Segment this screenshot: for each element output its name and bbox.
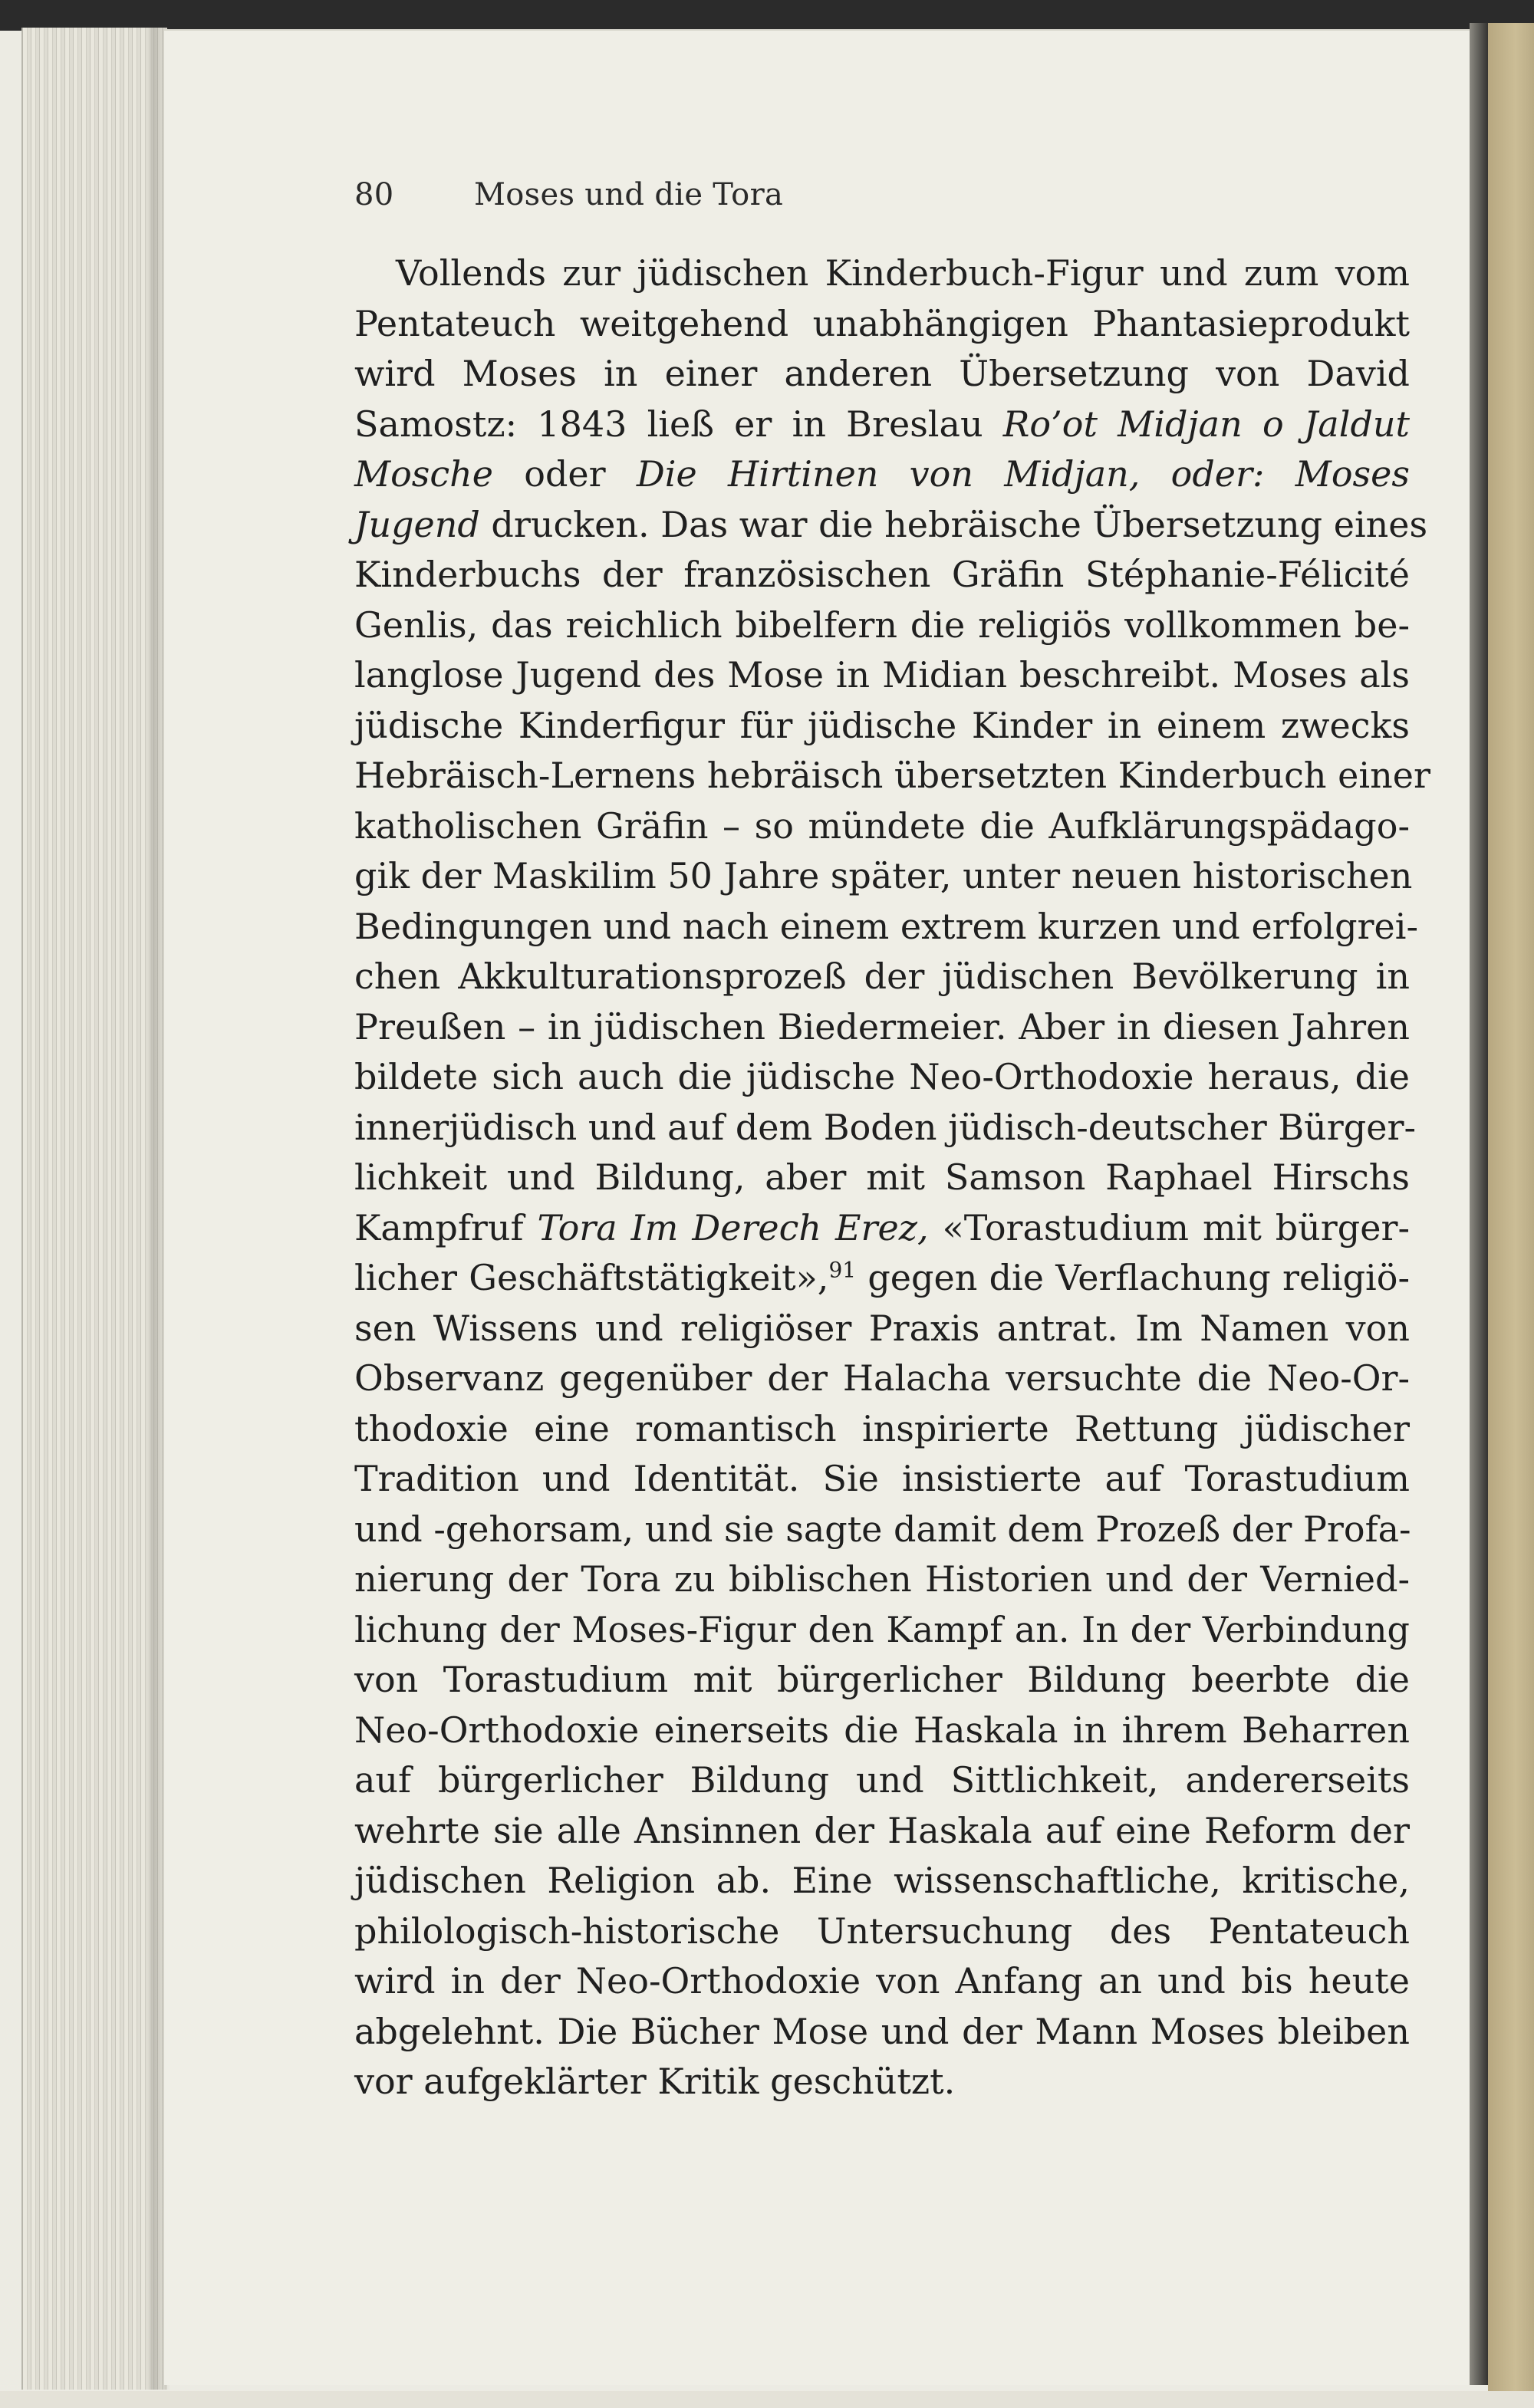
text-line: wehrte sie alle Ansinnen der Haskala auf eine Reform der	[354, 1809, 1410, 1851]
text-line: langlose Jugend des Mose in Midian beschreibt. Moses als	[354, 654, 1410, 696]
text-line: abgelehnt. Die Bücher Mose und der Mann Moses bleiben	[354, 2010, 1410, 2052]
scan-top-border	[0, 0, 1534, 31]
scan-bottom-border	[0, 2391, 1534, 2408]
facing-page-sliver	[1488, 23, 1534, 2408]
book-title-italic: Die Hirtinen von Midjan, oder: Moses	[636, 453, 1410, 495]
text-line: Bedingungen und nach einem extrem kurzen und erfolgrei-	[354, 905, 1419, 947]
text-line: vor aufgeklärter Kritik geschützt.	[354, 2061, 956, 2102]
text-line: Pentateuch weitgehend unabhängigen Phantasieprodukt	[354, 302, 1410, 344]
text-line: thodoxie eine romantisch inspirierte Rettung jüdischer	[354, 1407, 1410, 1449]
text-line: jüdische Kinderfigur für jüdische Kinder in einem zwecks	[354, 704, 1410, 746]
running-head	[354, 177, 783, 212]
text-line: Tradition und Identität. Sie insistierte auf Torastudium	[354, 1458, 1410, 1499]
text-line: auf bürgerlicher Bildung und Sittlichkeit, andererseits	[354, 1759, 1410, 1801]
book-title-italic: Tora Im Derech Erez,	[537, 1206, 929, 1248]
text-line: gik der Maskilim 50 Jahre später, unter neuen historischen	[354, 855, 1413, 896]
footnote-marker[interactable]: 91	[828, 1257, 857, 1283]
text-line: bildete sich auch die jüdische Neo-Orthodoxie heraus, die	[354, 1056, 1410, 1097]
body-paragraph	[354, 248, 1430, 2107]
text-line: Observanz gegenüber der Halacha versuchte die Neo-Or-	[354, 1357, 1410, 1399]
text-line: nierung der Tora zu biblischen Historien und der Vernied-	[354, 1558, 1410, 1600]
text-line: Vollends zur jüdischen Kinderbuch-Figur und zum vom	[396, 252, 1410, 294]
text-line: Kampfruf Tora Im Derech Erez, «Torastudium mit bürger-	[354, 1206, 1411, 1248]
text-line: wird Moses in einer anderen Übersetzung von David	[354, 353, 1410, 394]
text-line: und -gehorsam, und sie sagte damit dem Prozeß der Profa-	[354, 1508, 1411, 1550]
text-line: chen Akkulturationsprozeß der jüdischen Bevölkerung in	[354, 956, 1410, 997]
text-line: innerjüdisch und auf dem Boden jüdisch-deutscher Bürger-	[354, 1106, 1416, 1148]
book-gutter	[1470, 23, 1490, 2385]
book-title-italic: Jugend	[354, 503, 480, 545]
page-number: 80	[354, 177, 394, 212]
text-line: Kinderbuchs der französischen Gräfin Stéphanie-Félicité	[354, 554, 1410, 595]
running-title: Moses und die Tora	[474, 177, 784, 212]
stacked-page-edges	[21, 28, 167, 2390]
book-title-italic: Ro’ot Midjan o Jaldut	[1002, 403, 1410, 445]
text-line: Mosche oder Die Hirtinen von Midjan, oder: Moses	[354, 453, 1410, 495]
text-line: Preußen – in jüdischen Biedermeier. Aber in diesen Jahren	[354, 1005, 1410, 1048]
text-line: lichung der Moses-Figur den Kampf an. In der Verbindung	[354, 1608, 1410, 1650]
text-line: sen Wissens und religiöser Praxis antrat. Im Namen von	[354, 1307, 1410, 1349]
text-line: wird in der Neo-Orthodoxie von Anfang an und bis heute	[354, 1960, 1410, 2002]
text-line: Neo-Orthodoxie einerseits die Haskala in ihrem Beharren	[354, 1709, 1410, 1751]
text-line: philologisch-historische Untersuchung des Pentateuch	[354, 1910, 1410, 1952]
text-line: Genlis, das reichlich bibelfern die religiös vollkommen be-	[354, 604, 1410, 646]
text-line: katholischen Gräfin – so mündete die Aufklärungspädago-	[354, 804, 1410, 847]
text-line: Samostz: 1843 ließ er in Breslau Ro’ot Midjan o Jaldut	[354, 403, 1410, 445]
text-line: licher Geschäftstätigkeit»,$^{91}$ gegen die Verflachung religiö-	[354, 1257, 1410, 1298]
text-line: Hebräisch-Lernens hebräisch übersetzten Kinderbuch einer	[354, 755, 1430, 796]
text-line: lichkeit und Bildung, aber mit Samson Raphael Hirschs	[354, 1156, 1410, 1198]
text-line: jüdischen Religion ab. Eine wissenschaftliche, kritische,	[354, 1860, 1410, 1901]
book-title-italic: Mosche	[354, 453, 494, 495]
text-line: von Torastudium mit bürgerlicher Bildung beerbte die	[354, 1659, 1410, 1700]
text-line: Jugend drucken. Das war die hebräische Übersetzung eines	[354, 503, 1428, 545]
